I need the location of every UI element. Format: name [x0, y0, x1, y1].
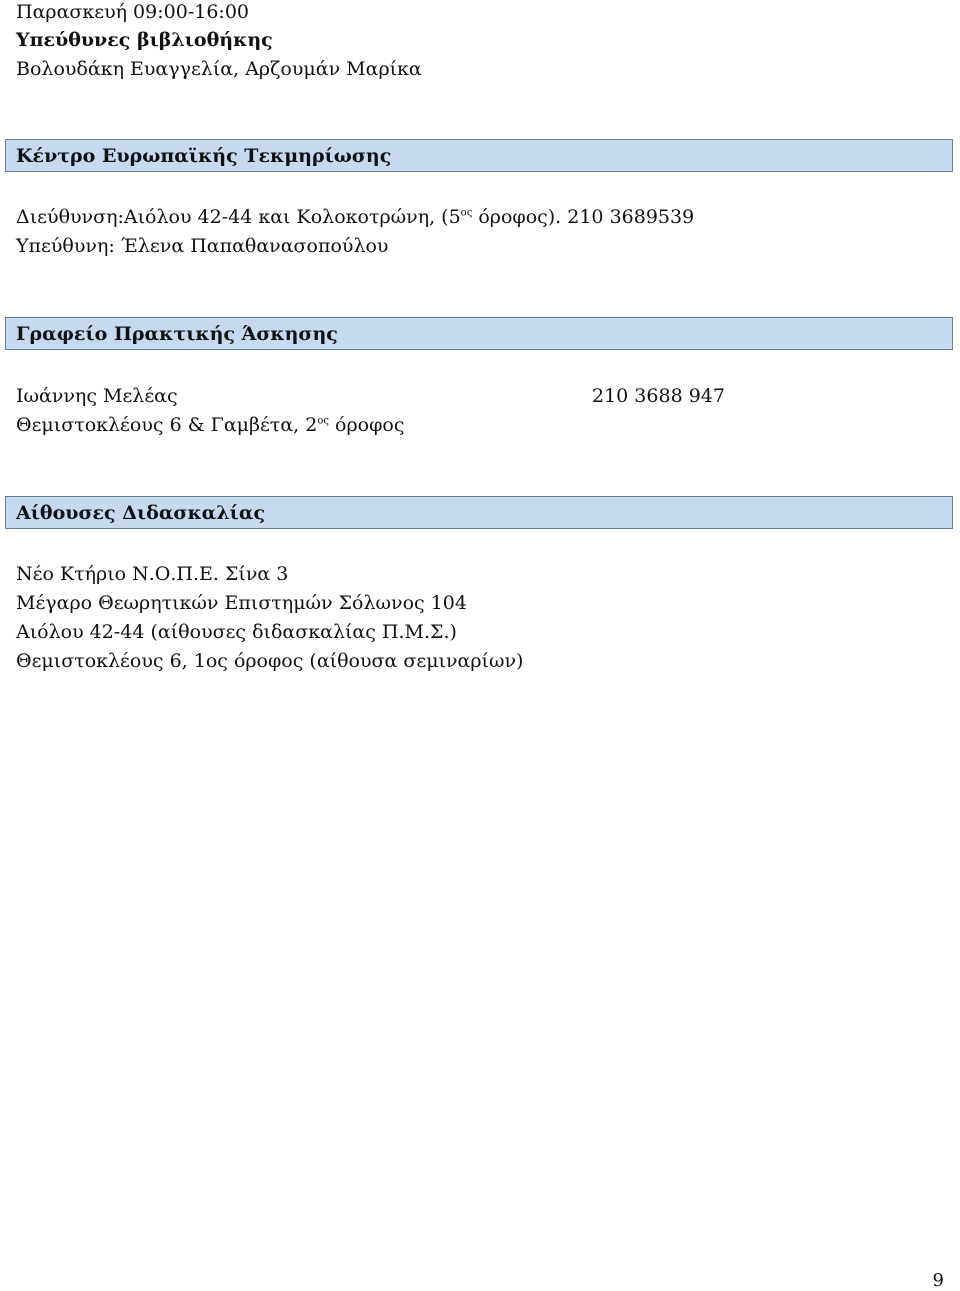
classroom-item: Αιόλου 42-44 (αίθουσες διδασκαλίας Π.Μ.Σ.): [16, 621, 457, 643]
page-number: 9: [932, 1270, 944, 1291]
library-hours: Παρασκευή 09:00-16:00: [16, 1, 249, 23]
section-title-european-center: Κέντρο Ευρωπαϊκής Τεκμηρίωσης: [16, 145, 392, 167]
internship-address: [16, 413, 404, 437]
address-ordinal: ος: [317, 415, 329, 427]
classroom-item: Μέγαρο Θεωρητικών Επιστημών Σόλωνος 104: [16, 592, 467, 614]
european-center-address: [16, 205, 694, 229]
section-title-internship-office: Γραφείο Πρακτικής Άσκησης: [16, 323, 338, 345]
address-suffix: όροφος). 210 3689539: [472, 206, 695, 228]
address-prefix: Διεύθυνση:Αιόλου 42-44 και Κολοκοτρώνη, (5: [16, 206, 461, 228]
internship-contact-name: Ιωάννης Μελέας: [16, 385, 178, 407]
library-responsible-label: Υπεύθυνες βιβλιοθήκης: [16, 29, 273, 51]
classroom-item: Νέο Κτήριο Ν.Ο.Π.Ε. Σίνα 3: [16, 563, 289, 585]
section-european-center: [5, 139, 953, 172]
address-prefix: Θεμιστοκλέους 6 & Γαμβέτα, 2: [16, 414, 318, 436]
section-title-classrooms: Αίθουσες Διδασκαλίας: [16, 502, 266, 524]
internship-phone: 210 3688 947: [592, 385, 725, 407]
european-center-responsible: Υπεύθυνη: Έλενα Παπαθανασοπούλου: [16, 235, 389, 257]
classroom-item: Θεμιστοκλέους 6, 1ος όροφος (αίθουσα σεμιναρίων): [16, 650, 524, 672]
address-suffix: όροφος: [328, 414, 405, 436]
section-classrooms: [5, 496, 953, 529]
section-internship-office: [5, 317, 953, 350]
library-responsible-names: Βολουδάκη Ευαγγελία, Αρζουμάν Μαρίκα: [16, 58, 422, 80]
address-ordinal: ος: [460, 207, 473, 219]
